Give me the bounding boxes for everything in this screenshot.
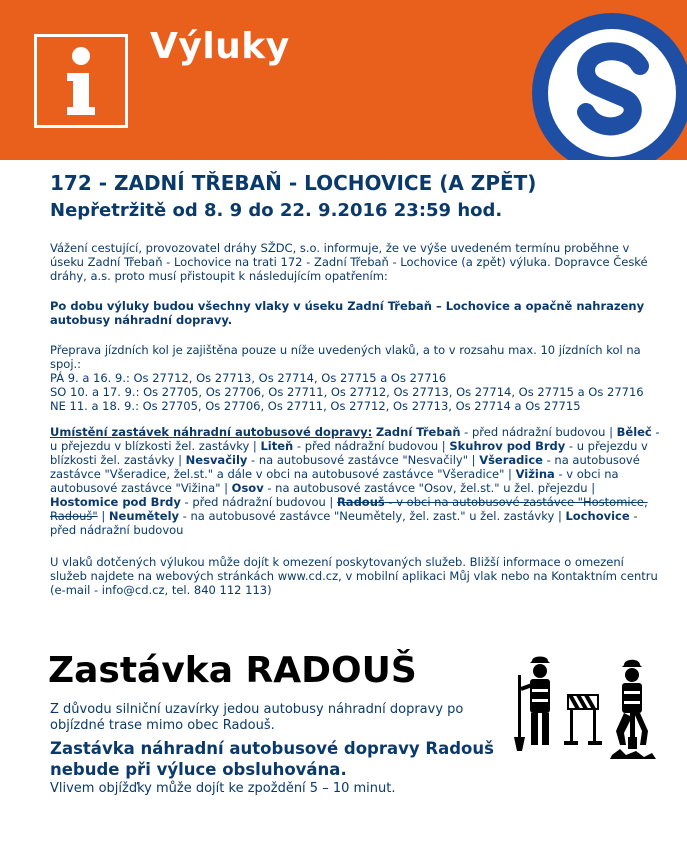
stop-desc: - před nádražní budovou | xyxy=(180,495,337,509)
stop-name: Vižina xyxy=(515,467,555,481)
cancelled-stop-desc: - v obci na autobusové zastávce "Hostomice, Radouš" xyxy=(50,495,648,523)
radous-section xyxy=(50,702,500,797)
replacement-text: Po dobu výluky budou všechny vlaky v úseku Zadní Třebaň – Lochovice a opačně nahrazeny autobusy náhradní dopravy. xyxy=(50,299,645,327)
stop-name: Běleč xyxy=(616,425,652,439)
stop-desc: - na autobusové zastávce "Nesvačily" | xyxy=(247,453,480,467)
stop-name: Zadní Třebaň xyxy=(375,425,461,439)
stop-desc: - na autobusové zastávce "Neumětely, žel. zast." u žel. zastávky | xyxy=(179,509,566,523)
date-range: Nepřetržitě od 8. 9 do 22. 9.2016 23:59 hod. xyxy=(50,200,503,221)
stop-desc: - před nádražní budovou | xyxy=(460,425,617,439)
stop-name: Všeradice xyxy=(479,453,543,467)
stop-name: Skuhrov pod Brdy xyxy=(449,439,566,453)
stop-name: Nesvačily xyxy=(185,453,248,467)
stop-desc: - na autobusové zastávce "Osov, žel.st." u žel. přejezdu | xyxy=(263,481,596,495)
stop-desc: - před nádražní budovou | xyxy=(293,439,450,453)
header-banner xyxy=(0,0,687,160)
train-line-1: PÁ 9. a 16. 9.: Os 27712, Os 27713, Os 27714, Os 27715 a Os 27716 xyxy=(50,371,447,385)
stop-desc: - u přejezdu v blízkosti žel. zastávky | xyxy=(50,439,648,467)
stop-desc: - u přejezdu v blízkosti žel. zastávky | xyxy=(50,425,660,453)
radous-not-served: Zastávka náhradní autobusové dopravy Radouš nebude při výluce obsluhována. xyxy=(50,739,494,779)
notice-content xyxy=(50,170,660,597)
train-line-3: NE 11. a 18. 9.: Os 27705, Os 27706, Os 27711, Os 27712, Os 27713, Os 27714 a Os 27715 xyxy=(50,399,581,413)
page-title: Výluky xyxy=(150,26,290,67)
radous-reason: Z důvodu silniční uzavírky jedou autobusy náhradní dopravy po objízdné trase mimo obec Radouš. xyxy=(50,702,464,733)
radous-title: Zastávka RADOUŠ xyxy=(48,650,417,691)
cd-logo-icon xyxy=(512,10,687,160)
stops-list: Umístění zastávek náhradní autobusové dopravy: Zadní Třebaň - před nádražní budovou | Běleč - u přejezdu v blízkosti žel. zastávky | Liteň - před nádražní budovou | Skuhrov pod Brdy - u přejezdu v blízkosti žel. zastávky | Nesvačily - na autobusové zastávce "Nesvačily" | Všeradice - na autobusové zastávce "Všeradice, žel.st." a dále v obci na autobusové zastávce "Všeradice" | Vižina - v obci na autobusové zastávce "Vižina" | Osov - na autobusové zastávce "Osov, žel.st." u žel. přejezdu | Hostomice pod Brdy - před nádražní budovou | Radouš - v obci na autobusové zastávce "Hostomice, Radouš" | Neumětely - na autobusové zastávce "Neumětely, žel. zast." u žel. zastávky | Lochovice - před nádražní budovou xyxy=(50,425,660,537)
stop-name: Hostomice pod Brdy xyxy=(50,495,181,509)
cancelled-stop-name: Radouš xyxy=(336,495,385,509)
footer-text: U vlaků dotčených výlukou může dojít k omezení poskytovaných služeb. Bližší informace o omezení služeb najdete na webových stránkách www.cd.cz, v mobilní aplikaci Můj vlak nebo na Kontaktním centru (e-mail - info@cd.cz, tel. 840 112 113) xyxy=(50,555,658,597)
stop-desc: - v obci na autobusové zastávce "Vižina" | xyxy=(50,467,619,495)
stop-name: Liteň xyxy=(260,439,294,453)
stop-desc: - před nádražní budovou xyxy=(50,509,638,537)
stops-heading: Umístění zastávek náhradní autobusové dopravy: xyxy=(50,425,373,439)
stop-name: Osov xyxy=(231,481,264,495)
radous-delay: Vlivem objížďky může dojít ke zpoždění 5 – 10 minut. xyxy=(50,781,396,796)
route-title: 172 - ZADNÍ TŘEBAŇ - LOCHOVICE (A ZPĚT) xyxy=(50,171,537,195)
stop-name: Neumětely xyxy=(108,509,180,523)
stop-desc: - na autobusové zastávce "Všeradice, žel.st." a dále v obci na autobusové zastávce "Všeradice" | xyxy=(50,453,640,481)
construction-workers-icon xyxy=(512,655,662,765)
capacity-note: Přeprava jízdních kol je zajištěna pouze u níže uvedených vlaků, a to v rozsahu max. 10 jízdních kol na spoj.: xyxy=(50,343,641,371)
stop-name: Lochovice xyxy=(565,509,630,523)
intro-text: Vážení cestující, provozovatel dráhy SŽDC, s.o. informuje, že ve výše uvedeném termínu proběhne v úseku Zadní Třebaň - Lochovice na trati 172 - Zadní Třebaň - Lochovice (a zpět) výluka. Dopravce České dráhy, a.s. proto musí přistoupit k následujícím opatřením: xyxy=(50,241,648,283)
info-icon xyxy=(34,34,128,128)
train-line-2: SO 10. a 17. 9.: Os 27705, Os 27706, Os 27711, Os 27712, Os 27713, Os 27714, Os 27715 a Os 27716 xyxy=(50,385,644,399)
